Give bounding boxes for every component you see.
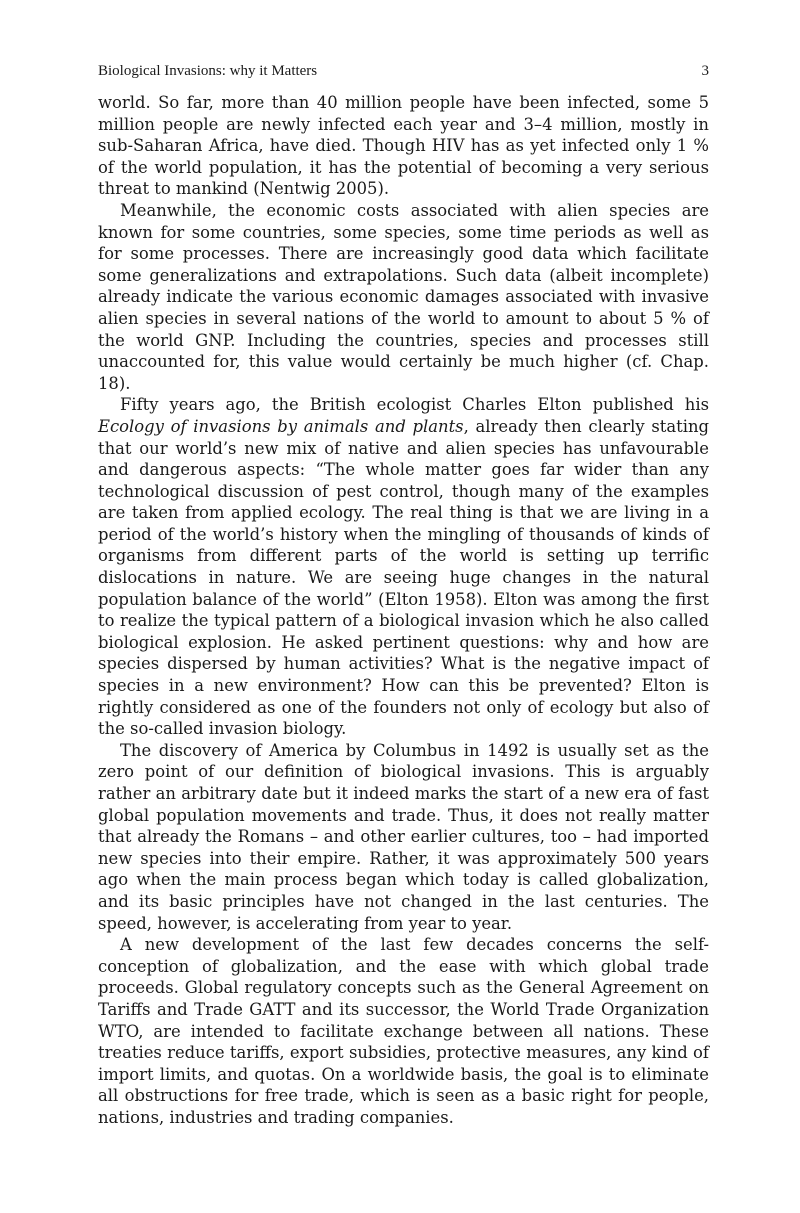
paragraph — [98, 394, 709, 740]
paragraph-text: , already then clearly stating that our world’s new mix of native and alien species has unfavourable and dangerous aspects: “The whole matter goes far wider than any technological discussion of pest control, though many of the examples are taken from applied ecology. The real thing is that we are living in a period of the world’s history when the mingling of thousands of kinds of organisms from different parts of the world is setting up terrific dislocations in nature. We are seeing huge changes in the natural population balance of the world” (Elton 1958). Elton was among the first to realize the typical pattern of a biological invasion which he also called biological explosion. He asked pertinent questions: why and how are species dispersed by human activities? What is the negative impact of species in a new environment? How can this be prevented? Elton is rightly considered as one of the founders not only of ecology but also of the so-called invasion biology. — [98, 416, 710, 739]
paragraph: The discovery of America by Columbus in 1492 is usually set as the zero point of our definition of biological invasions. This is arguably rather an arbitrary date but it indeed marks the start of a new era of fast global population movements and trade. Thus, it does not really matter that already the Romans – and other earlier cultures, too – had imported new species into their empire. Rather, it was approximately 500 years ago when the main process began which today is called globalization, and its basic principles have not changed in the last centuries. The speed, however, is accelerating from year to year. — [98, 740, 709, 933]
page-number: 3 — [701, 63, 709, 79]
paragraph: A new development of the last few decades concerns the self-conception of globalization, and the ease with which global trade proceeds. Global regulatory concepts such as the General Agreement on Tariffs and Trade GATT and its successor, the World Trade Organization WTO, are intended to facilitate exchange between all nations. These treaties reduce tariffs, export subsidies, protective measures, any kind of import limits, and quotas. On a worldwide basis, the goal is to eliminate all obstructions for free trade, which is seen as a basic right for people, nations, industries and trading companies. — [98, 935, 709, 1127]
running-head — [98, 60, 709, 82]
body-text — [98, 92, 709, 1129]
book-title-italic: Ecology of invasions by animals and plants — [98, 416, 464, 436]
paragraph: world. So far, more than 40 million people have been infected, some 5 million people are newly infected each year and 3–4 million, mostly in sub-Saharan Africa, have died. Though HIV has as yet infected only 1 % of the world population, it has the potential of becoming a very serious threat to mankind (Nentwig 2005). — [98, 93, 709, 199]
paragraph: Meanwhile, the economic costs associated with alien species are known for some countries, some species, some time periods as well as for some processes. There are increasingly good data which facilitate some generalizations and extrapolations. Such data (albeit incomplete) already indicate the various economic damages associated with invasive alien species in several nations of the world to amount to about 5 % of the world GNP. Including the countries, species and processes still unaccounted for, this value would certainly be much higher (cf. Chap. 18). — [98, 200, 709, 393]
paragraph-text: Fifty years ago, the British ecologist Charles Elton published his — [120, 395, 709, 415]
running-head-title: Biological Invasions: why it Matters — [98, 63, 318, 79]
